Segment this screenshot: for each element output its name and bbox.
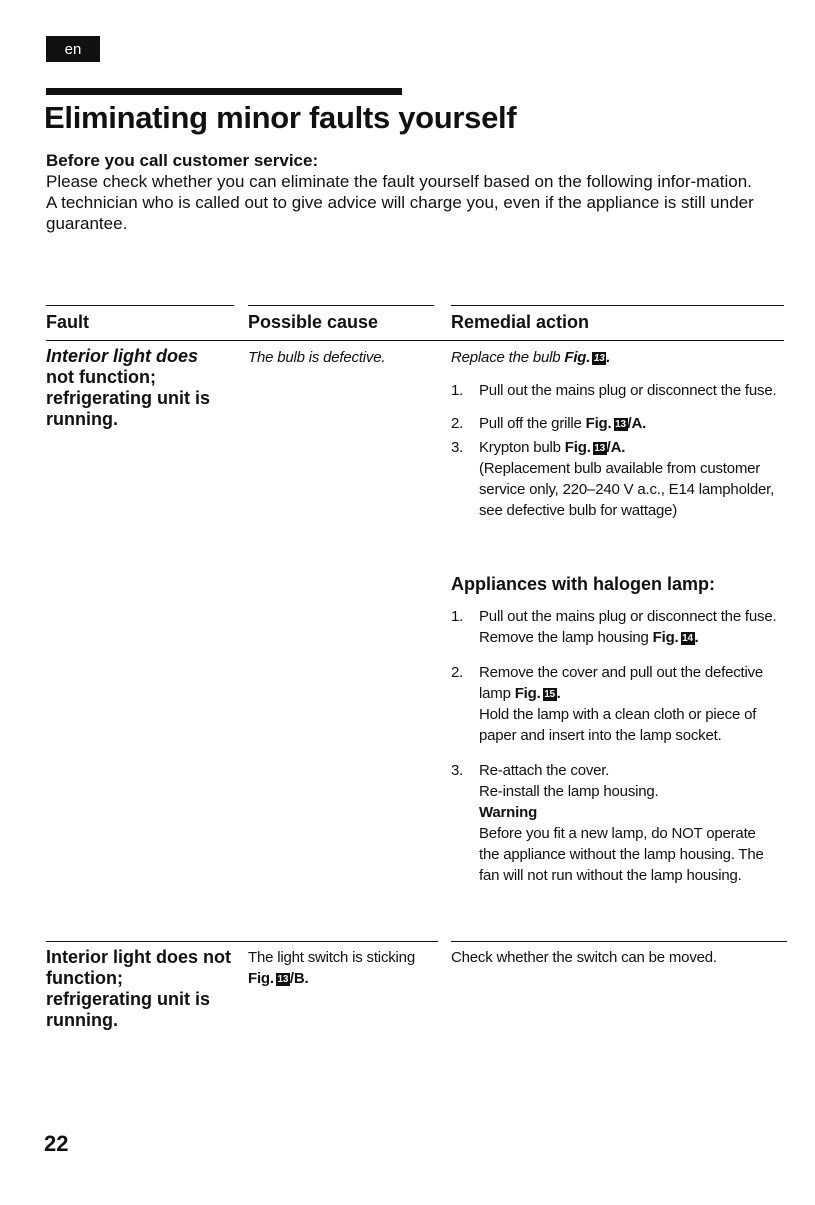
figure-label: Fig. xyxy=(248,970,274,987)
column-header-remedy: Remedial action xyxy=(451,312,590,332)
figure-suffix: /B. xyxy=(289,970,309,987)
step-number: 3. xyxy=(451,762,464,779)
step-text: Pull off the grille xyxy=(479,415,582,432)
header-bottom-rule xyxy=(46,340,784,341)
step-number: 3. xyxy=(451,439,464,456)
halogen-step-1 xyxy=(451,606,777,648)
intro-paragraph-2: A technician who is called out to give advice will charge you, even if the appliance is still under guarantee. xyxy=(46,193,754,233)
figure-suffix: . xyxy=(694,629,699,646)
step-text: Pull out the mains plug or disconnect the fuse. xyxy=(479,382,777,399)
remedy-intro-text: Replace the bulb xyxy=(451,349,561,366)
row1-fault xyxy=(46,346,231,430)
intro-section xyxy=(46,150,786,234)
warning-label: Warning xyxy=(479,804,538,821)
row2-top-rule-right xyxy=(451,941,787,942)
row1-cause: The bulb is defective. xyxy=(248,349,386,366)
halogen-step-2 xyxy=(451,662,777,746)
halogen-steps xyxy=(451,606,777,886)
step-number: 1. xyxy=(451,608,464,625)
step-detail: (Replacement bulb available from customer service only, 220–240 V a.c., E14 lampholder, see defective bulb for wattage) xyxy=(479,460,775,519)
row2-remedy: Check whether the switch can be moved. xyxy=(451,949,717,966)
step-text-2: Hold the lamp with a clean cloth or piece of paper and insert into the lamp socket. xyxy=(479,706,757,744)
step-text: Krypton bulb xyxy=(479,439,561,456)
warning-text: Before you fit a new lamp, do NOT operate the appliance without the lamp housing. The fan will not run without the lamp housing. xyxy=(479,825,764,884)
header-top-rule-remedy xyxy=(451,305,784,306)
figure-suffix: /A. xyxy=(627,415,647,432)
figure-label: Fig. xyxy=(564,349,591,366)
figure-number-badge: 13 xyxy=(593,353,605,364)
figure-ref: Fig. 13 . xyxy=(564,349,611,366)
page-number: 22 xyxy=(44,1131,69,1156)
figure-number-badge: 14 xyxy=(682,633,693,644)
figure-suffix: /A. xyxy=(606,439,626,456)
figure-label: Fig. xyxy=(564,439,591,456)
figure-ref xyxy=(565,439,625,456)
figure-label: Fig. xyxy=(514,685,541,702)
intro-paragraph-1: Please check whether you can eliminate the fault yourself based on the following infor-mation. xyxy=(46,172,752,191)
step-3 xyxy=(451,437,777,521)
figure-ref xyxy=(515,685,561,702)
step-text-2: Remove the lamp housing xyxy=(479,629,649,646)
step-number: 2. xyxy=(451,415,464,432)
page-title: Eliminating minor faults yourself xyxy=(44,100,517,135)
cause-text: The light switch is sticking xyxy=(248,949,415,966)
intro-heading: Before you call customer service: xyxy=(46,151,319,170)
step-number: 2. xyxy=(451,664,464,681)
step-text: Pull out the mains plug or disconnect the fuse. xyxy=(479,608,777,625)
figure-ref xyxy=(586,415,646,432)
figure-label: Fig. xyxy=(585,415,612,432)
title-rule xyxy=(46,88,402,95)
figure-suffix: . xyxy=(556,685,561,702)
row1-remedy-intro xyxy=(451,347,781,368)
figure-number-badge: 15 xyxy=(544,689,555,700)
halogen-heading: Appliances with halogen lamp: xyxy=(451,574,716,594)
step-1 xyxy=(451,380,777,401)
halogen-step-3 xyxy=(451,760,777,886)
column-header-fault: Fault xyxy=(46,312,89,332)
row2-fault: Interior light does not function; refrigerating unit is running. xyxy=(46,947,231,1030)
figure-number-badge: 13 xyxy=(615,419,626,430)
figure-number-badge: 13 xyxy=(594,443,606,454)
step-2 xyxy=(451,413,777,434)
step-text: Remove the cover and pull out the defective lamp xyxy=(479,664,764,702)
step-text: Re-attach the cover. xyxy=(479,762,610,779)
row1-fault-rest: not function; refrigerating unit is running. xyxy=(46,367,211,429)
row2-top-rule-left xyxy=(46,941,438,942)
row1-steps xyxy=(451,380,777,521)
language-badge: en xyxy=(46,36,100,62)
header-top-rule-fault xyxy=(46,305,234,306)
figure-ref xyxy=(653,629,699,646)
step-text-2: Re-install the lamp housing. xyxy=(479,783,659,800)
figure-number-badge: 13 xyxy=(277,974,289,985)
column-header-cause: Possible cause xyxy=(248,312,379,332)
figure-ref xyxy=(248,970,308,987)
header-top-rule-cause xyxy=(248,305,434,306)
row1-fault-italic: Interior light does xyxy=(46,346,199,366)
figure-label: Fig. xyxy=(652,629,679,646)
step-number: 1. xyxy=(451,382,464,399)
row2-cause xyxy=(248,947,428,989)
